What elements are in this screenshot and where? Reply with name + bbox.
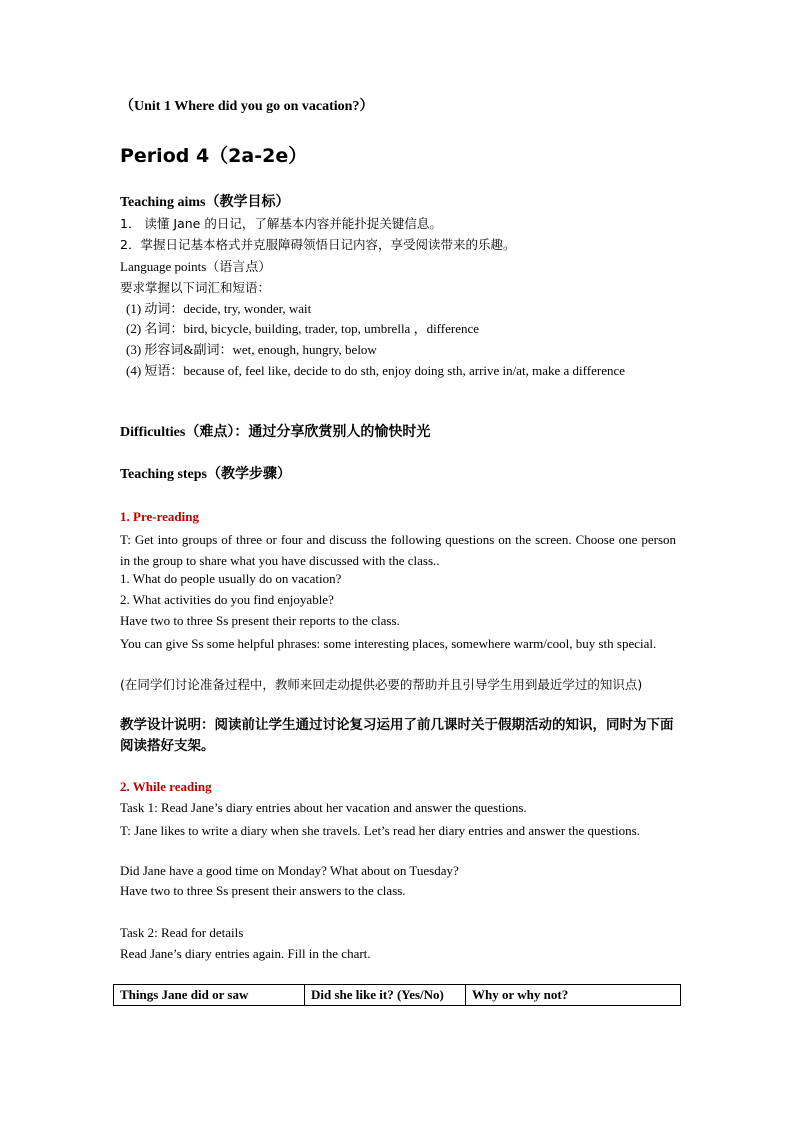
- aims-heading: Teaching aims（教学目标）: [120, 195, 290, 210]
- pre-phrases-line: You can give Ss some helpful phrases: some interesting places, somewhere warm/cool, buy sth special.: [120, 636, 657, 651]
- pre-teacher-note: (在同学们讨论准备过程中，教师来回走动提供必要的帮助并且引导学生用到最近学过的知识点): [120, 677, 643, 692]
- aim-item-2: 2．掌握日记基本格式并克服障碍领悟日记内容，享受阅读带来的乐趣。: [120, 237, 516, 252]
- diary-chart-table: [113, 984, 681, 1006]
- aim-item-1: 1． 读懂 Jane 的日记，了解基本内容并能扑捉关键信息。: [120, 216, 442, 231]
- task-1-line: Task 1: Read Jane’s diary entries about her vacation and answer the questions.: [120, 800, 527, 815]
- difficulties-heading: Difficulties（难点）：通过分享欣赏别人的愉快时光: [120, 425, 431, 440]
- language-points-heading: Language points（语言点）: [120, 259, 272, 274]
- pre-reading-heading: 1. Pre-reading: [120, 509, 199, 524]
- vocab-item-adjectives: (3) 形容词&副词：wet, enough, hungry, below: [126, 342, 377, 357]
- vocab-item-nouns: (2) 名词：bird, bicycle, building, trader, top, umbrella ，difference: [126, 321, 480, 336]
- column-header-things: Things Jane did or saw: [114, 985, 305, 1006]
- steps-heading: Teaching steps（教学步骤）: [120, 467, 292, 482]
- period-title: Period 4（2a-2e）: [120, 145, 308, 167]
- unit-title: （Unit 1 Where did you go on vacation?）: [120, 99, 374, 114]
- vocab-item-verbs: (1) 动词：decide, try, wonder, wait: [126, 301, 312, 316]
- pre-question-2: 2. What activities do you find enjoyable?: [120, 592, 334, 607]
- column-header-liked: Did she like it? (Yes/No): [305, 985, 466, 1006]
- while-reading-heading: 2. While reading: [120, 779, 212, 794]
- requirement-line: 要求掌握以下词汇和短语：: [120, 280, 271, 295]
- pre-question-1: 1. What do people usually do on vacation?: [120, 571, 342, 586]
- fill-chart-line: Read Jane’s diary entries again. Fill in the chart.: [120, 946, 371, 961]
- while-reading-instruction: T: Jane likes to write a diary when she travels. Let’s read her diary entries and answer the questions.: [120, 823, 640, 838]
- while-present-line: Have two to three Ss present their answers to the class.: [120, 883, 406, 898]
- task-2-line: Task 2: Read for details: [120, 925, 244, 940]
- table-header-row: [114, 985, 681, 1006]
- pre-present-line: Have two to three Ss present their reports to the class.: [120, 613, 400, 628]
- vocab-item-phrases: (4) 短语：because of, feel like, decide to do sth, enjoy doing sth, arrive in/at, make a difference: [126, 363, 626, 378]
- column-header-why: Why or why not?: [466, 985, 681, 1006]
- while-question: Did Jane have a good time on Monday? What about on Tuesday?: [120, 863, 459, 878]
- design-explanation: 教学设计说明：阅读前让学生通过讨论复习运用了前几课时关于假期活动的知识，同时为下面阅读搭好支架。: [120, 717, 674, 754]
- pre-reading-instruction: T: Get into groups of three or four and discuss the following questions on the screen. Choose one person in the group to share what you have discussed with the class..: [120, 532, 676, 568]
